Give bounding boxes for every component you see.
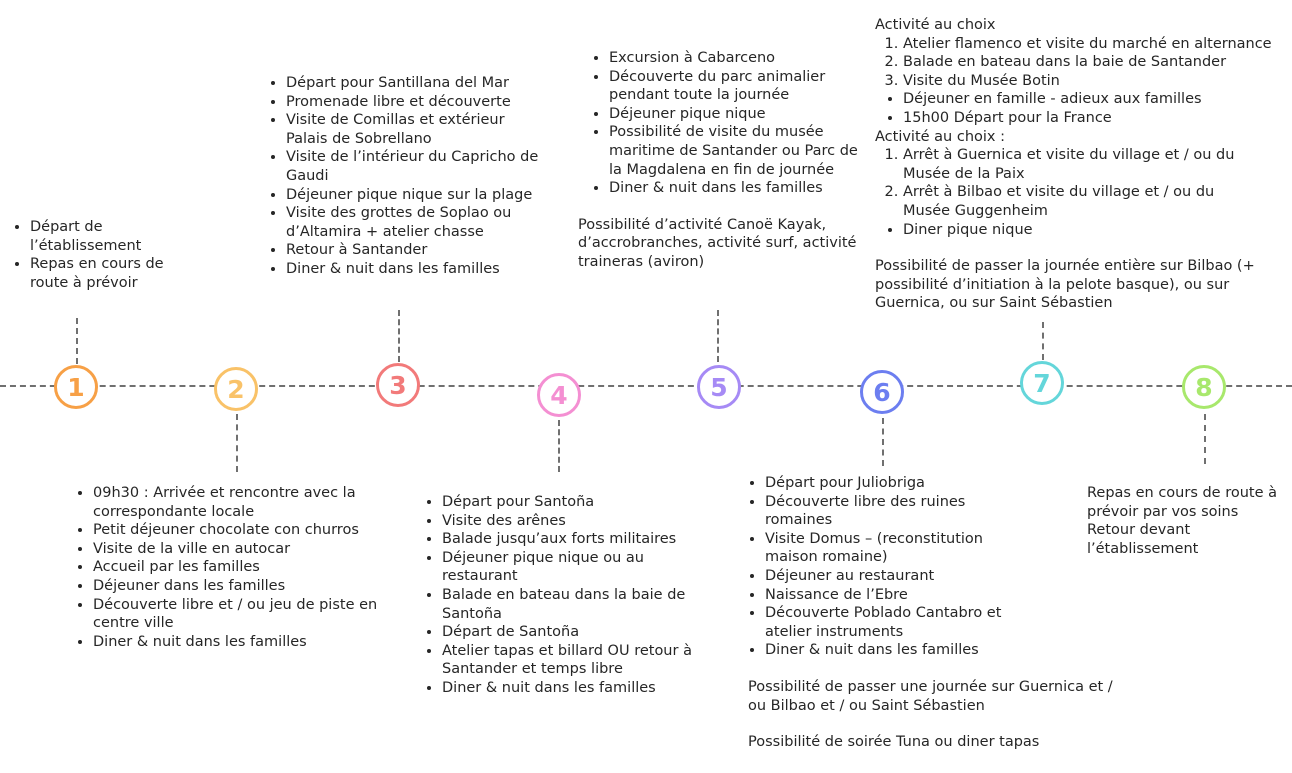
list-item: • Visite de Comillas et extérieur Palais de Sobrellano — [286, 111, 542, 148]
step-6-note-2: Possibilité de soirée Tuna ou diner tapas — [748, 734, 1040, 751]
list-item: • Découverte du parc animalier pendant toute la journée — [609, 68, 868, 105]
spacer — [748, 715, 1128, 733]
step-7-heading-2: Activité au choix : — [875, 128, 1005, 145]
step-7-text — [875, 16, 1287, 313]
list-item: • Diner pique nique — [903, 221, 1287, 240]
list-item: • Petit déjeuner chocolate con churros — [93, 521, 395, 540]
connector-7 — [1042, 322, 1044, 360]
list-item: 2. Arrêt à Bilbao et visite du village et / ou du Musée Guggenheim — [903, 183, 1263, 220]
connector-3 — [398, 310, 400, 362]
step-4-text — [426, 493, 716, 698]
list-item: • Excursion à Cabarceno — [609, 49, 868, 68]
connector-4 — [558, 420, 560, 472]
list-item: • 09h30 : Arrivée et rencontre avec la correspondante locale — [93, 484, 395, 521]
connector-2 — [236, 414, 238, 472]
step-7-note: Possibilité de passer la journée entière sur Bilbao (+ possibilité d’initiation à la pelote basque), ou sur Guernica, ou sur Saint Sébastien — [875, 258, 1255, 312]
list-item: • Retour à Santander — [286, 241, 542, 260]
list-item: • Départ pour Santoña — [442, 493, 716, 512]
list-item: • Possibilité de visite du musée maritime de Santander ou Parc de la Magdalena en fin de journée — [609, 123, 868, 179]
connector-8 — [1204, 414, 1206, 464]
step-5-number: 5 — [710, 372, 728, 402]
list-item: • Visite de la ville en autocar — [93, 540, 395, 559]
list-item: • 15h00 Départ pour la France — [903, 109, 1287, 128]
list-item: • Visite des grottes de Soplao ou d’Altamira + atelier chasse — [286, 204, 542, 241]
list-item: • Accueil par les familles — [93, 558, 395, 577]
step-6-circle — [860, 370, 904, 414]
list-item: • Promenade libre et découverte — [286, 93, 542, 112]
list-item: • Déjeuner en famille - adieux aux familles — [903, 90, 1287, 109]
spacer — [748, 660, 1128, 678]
step-5-list — [578, 49, 868, 198]
timeline-line — [0, 385, 1292, 387]
step-4-circle — [537, 373, 581, 417]
step-1-circle — [54, 365, 98, 409]
list-item: • Départ de l’établissement — [30, 218, 174, 255]
list-item: 1. Arrêt à Guernica et visite du village et / ou du Musée de la Paix — [903, 146, 1263, 183]
list-item: • Diner & nuit dans les familles — [609, 179, 868, 198]
list-item: • Découverte libre des ruines romaines — [765, 493, 1035, 530]
list-item: • Départ de Santoña — [442, 623, 716, 642]
step-2-circle — [214, 367, 258, 411]
list-item: • Diner & nuit dans les familles — [93, 633, 395, 652]
step-6-number: 6 — [873, 377, 891, 407]
list-item: • Naissance de l’Ebre — [765, 586, 1035, 605]
spacer — [578, 198, 868, 216]
step-5-text — [578, 49, 868, 272]
step-2-text — [77, 484, 395, 651]
step-7-items-1 — [875, 90, 1287, 127]
step-5-note: Possibilité d’activité Canoë Kayak, d’accrobranches, activité surf, activité traineras (aviron) — [578, 216, 857, 270]
list-item: • Déjeuner pique nique ou au restaurant — [442, 549, 716, 586]
list-item: • Départ pour Juliobriga — [765, 474, 1035, 493]
list-item: • Départ pour Santillana del Mar — [286, 74, 542, 93]
step-6-list — [748, 474, 1035, 660]
connector-1 — [76, 318, 78, 364]
list-item: 3. Visite du Musée Botin — [903, 72, 1287, 91]
list-item: • Découverte libre et / ou jeu de piste en centre ville — [93, 596, 395, 633]
list-item: 1. Atelier flamenco et visite du marché en alternance — [903, 35, 1287, 54]
step-4-number: 4 — [550, 380, 568, 410]
list-item: • Déjeuner dans les familles — [93, 577, 395, 596]
step-6-text — [748, 474, 1128, 752]
list-item: • Déjeuner pique nique sur la plage — [286, 186, 542, 205]
step-5-circle — [697, 365, 741, 409]
step-8-line-1: Repas en cours de route à prévoir par vos soins — [1087, 485, 1278, 520]
step-7-number: 7 — [1033, 368, 1051, 398]
spacer — [875, 239, 1287, 257]
list-item: • Atelier tapas et billard OU retour à Santander et temps libre — [442, 642, 716, 679]
step-8-text — [1087, 484, 1287, 558]
step-2-number: 2 — [227, 374, 245, 404]
step-8-circle — [1182, 365, 1226, 409]
list-item: • Diner & nuit dans les familles — [765, 641, 1035, 660]
step-7-circle — [1020, 361, 1064, 405]
step-8-number: 8 — [1195, 372, 1213, 402]
step-6-note-1: Possibilité de passer une journée sur Guernica et / ou Bilbao et / ou Saint Sébastien — [748, 678, 1113, 714]
step-7-items-2 — [875, 221, 1287, 240]
list-item: • Visite des arênes — [442, 512, 716, 531]
step-4-list — [426, 493, 716, 698]
list-item: • Visite de l’intérieur du Capricho de Gaudi — [286, 148, 542, 185]
step-3-text — [270, 74, 542, 279]
step-3-circle — [376, 363, 420, 407]
step-2-list — [77, 484, 395, 651]
step-1-text — [14, 218, 174, 292]
list-item: • Visite Domus – (reconstitution maison romaine) — [765, 530, 1035, 567]
list-item: • Déjeuner au restaurant — [765, 567, 1035, 586]
list-item: • Diner & nuit dans les familles — [286, 260, 542, 279]
list-item: • Déjeuner pique nique — [609, 105, 868, 124]
list-item: • Balade jusqu’aux forts militaires — [442, 530, 716, 549]
step-7-choices-2 — [875, 146, 1263, 220]
step-3-number: 3 — [389, 370, 407, 400]
list-item: • Découverte Poblado Cantabro et atelier instruments — [765, 604, 1035, 641]
connector-5 — [717, 310, 719, 362]
step-7-heading-1: Activité au choix — [875, 17, 996, 33]
list-item: 2. Balade en bateau dans la baie de Santander — [903, 53, 1287, 72]
list-item: • Repas en cours de route à prévoir — [30, 255, 174, 292]
list-item: • Diner & nuit dans les familles — [442, 679, 716, 698]
list-item: • Balade en bateau dans la baie de Santoña — [442, 586, 716, 623]
connector-6 — [882, 418, 884, 466]
step-1-number: 1 — [67, 372, 85, 402]
step-3-list — [270, 74, 542, 279]
step-8-line-2: Retour devant l’établissement — [1087, 522, 1199, 557]
step-7-choices-1 — [875, 35, 1287, 91]
step-1-list — [14, 218, 174, 292]
